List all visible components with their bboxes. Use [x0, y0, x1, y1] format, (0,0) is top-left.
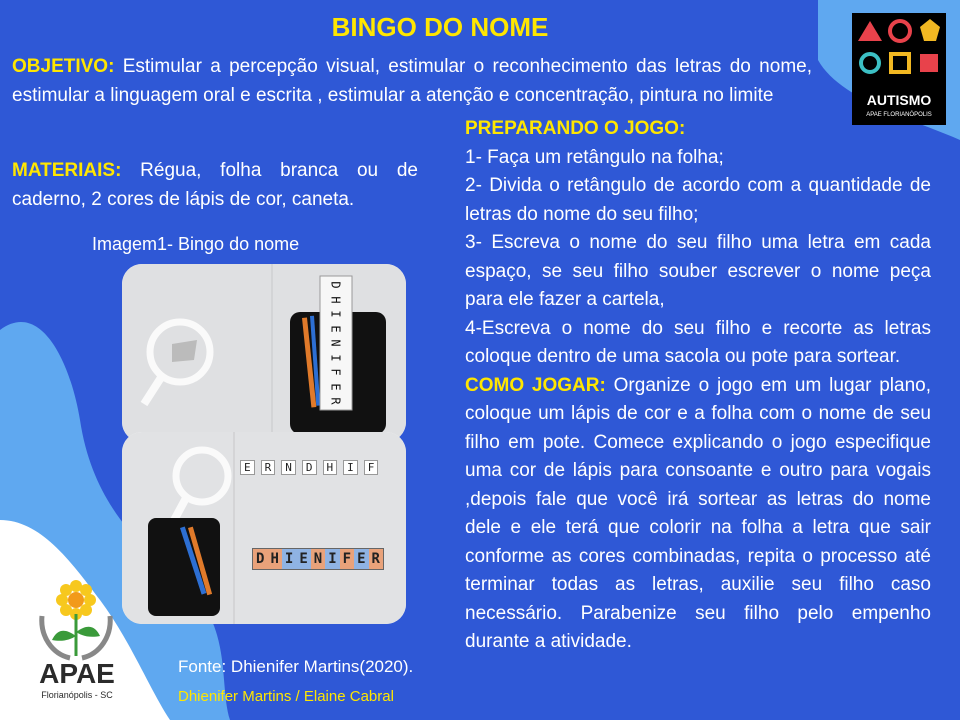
autismo-shapes-icon [852, 13, 946, 93]
card-letter: E [328, 324, 343, 333]
como-jogar-text: Organize o jogo em um lugar plano, coloque um lápis de cor e a folha com o nome de seu filho em pote. Comece explicando o jogo especifique uma cor de lápis para consoante e outro para vogais ,depois fale que você irá sortear as letras do nome dele e ele terá que colorir na folha a letra que sair conforme as cores combinadas, repita o processo até terminar todas as letras, auxilie seu filho caso necessário. Parabenize seu filho pelo empenho durante a atividade. [465, 374, 931, 652]
fonte-credit: Fonte: Dhienifer Martins(2020). [178, 657, 414, 676]
letter-tile: H [323, 460, 338, 475]
name-letter: R [369, 549, 383, 569]
materiais-text: Régua, folha branca ou de caderno, 2 cores de lápis de cor, caneta. [12, 160, 418, 210]
apae-name: APAE [39, 658, 115, 689]
photo-name-card [122, 264, 406, 442]
card-letter: F [328, 368, 343, 376]
letter-tile: E [240, 460, 255, 475]
image-caption: Imagem1- Bingo do nome [92, 234, 300, 254]
apae-flower-icon [22, 566, 150, 662]
preparando-section [465, 115, 931, 657]
como-jogar-paragraph [465, 372, 931, 657]
card-letter: I [328, 353, 343, 362]
autismo-name: AUTISMO [866, 92, 932, 108]
letter-tile: F [364, 460, 379, 475]
preparando-step: 4-Escreva o nome do seu filho e recorte as letras coloque dentro de uma sacola ou pote para sortear. [465, 317, 931, 367]
name-letter: F [340, 549, 354, 569]
preparando-step: 3- Escreva o nome do seu filho uma letra em cada espaço, se seu filho souber escrever o nome peça para ele fazer a cartela, [465, 232, 931, 310]
card-letter: D [328, 281, 343, 289]
card-letter: E [328, 382, 343, 391]
colored-name-card [252, 548, 384, 570]
preparando-step: 1- Faça um retângulo na folha; [465, 146, 724, 168]
card-letter: N [328, 339, 343, 347]
name-letter: D [253, 549, 267, 569]
name-letter: N [311, 549, 325, 569]
photo-colored-letters [122, 432, 406, 624]
authors-credit: Dhienifer Martins / Elaine Cabral [178, 688, 394, 705]
preparando-label: PREPARANDO O JOGO: [465, 118, 686, 139]
scattered-letters [240, 460, 378, 475]
autismo-logo [852, 13, 946, 125]
name-letter: I [325, 549, 339, 569]
letter-tile: I [343, 460, 358, 475]
card-letter: R [328, 397, 343, 405]
materiais-paragraph [12, 156, 418, 214]
letter-tile: D [302, 460, 317, 475]
objetivo-text: Estimular a percepção visual, estimular o reconhecimento das letras do nome, estimular a linguagem oral e escrita , estimular a atenção e concentração, pintura no limite [12, 56, 812, 106]
name-letter: E [296, 549, 310, 569]
letter-tile: N [281, 460, 296, 475]
name-letter: I [282, 549, 296, 569]
photo-1-illustration [122, 264, 406, 442]
apae-subtitle: Florianópolis - SC [41, 690, 113, 700]
name-letter: H [267, 549, 281, 569]
apae-logo [22, 566, 150, 708]
como-jogar-label: COMO JOGAR: [465, 374, 606, 396]
materiais-label: MATERIAIS: [12, 160, 122, 181]
page-title: BINGO DO NOME [331, 12, 549, 42]
card-letter: I [328, 310, 343, 318]
objetivo-label: OBJETIVO: [12, 56, 115, 77]
card-letter: H [328, 295, 343, 304]
preparando-step: 2- Divida o retângulo de acordo com a quantidade de letras do nome do seu filho; [465, 175, 931, 225]
letter-tile: R [261, 460, 276, 475]
autismo-subtitle: APAE FLORIANÓPOLIS [866, 112, 932, 118]
vertical-name-card [321, 278, 351, 408]
name-letter: E [354, 549, 368, 569]
objetivo-paragraph [12, 52, 812, 110]
